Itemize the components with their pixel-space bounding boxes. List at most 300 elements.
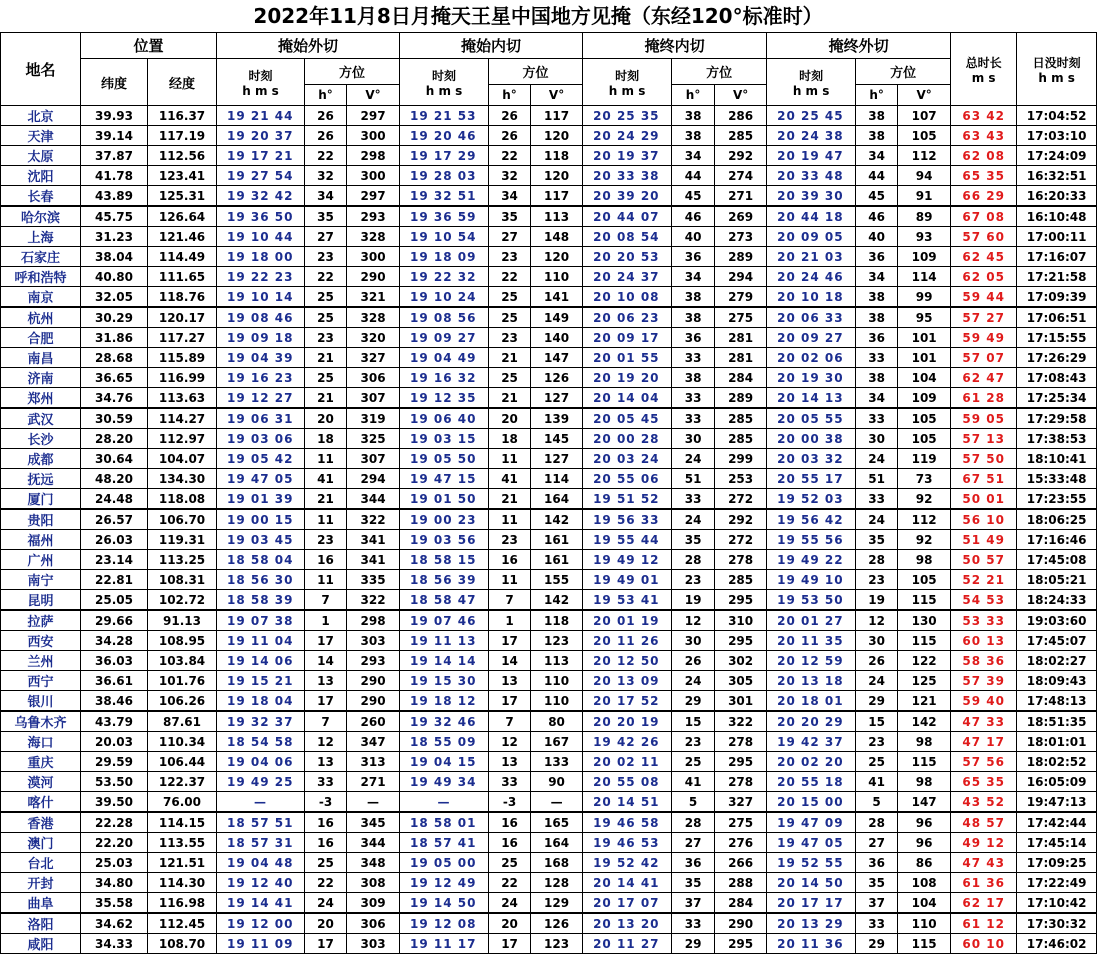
egress-int-v: 285 xyxy=(715,408,767,429)
egress-ext-v: 105 xyxy=(898,570,951,590)
egress-int-v: 272 xyxy=(715,530,767,550)
ingress-int-v: 123 xyxy=(531,631,583,651)
ingress-int-time: 19 32 46 xyxy=(400,711,489,732)
city-name: 重庆 xyxy=(1,752,81,772)
page-title: 2022年11月8日月掩天王星中国地方见掩（东经120°标准时） xyxy=(253,4,823,28)
egress-int-h: 23 xyxy=(672,570,715,590)
ingress-ext-h: 17 xyxy=(305,934,347,954)
egress-ext-h: 23 xyxy=(856,570,898,590)
egress-int-time: 20 12 50 xyxy=(583,651,672,671)
sunset-time: 18:05:21 xyxy=(1017,570,1097,590)
ingress-int-h: 20 xyxy=(489,913,531,934)
ingress-ext-v: 335 xyxy=(347,570,400,590)
total-duration: 57 13 xyxy=(951,429,1017,449)
sunset-time: 17:48:13 xyxy=(1017,691,1097,712)
egress-ext-time: 20 02 20 xyxy=(767,752,856,772)
total-duration: 47 43 xyxy=(951,853,1017,873)
ingress-int-time: 19 21 53 xyxy=(400,106,489,126)
ingress-int-v: 113 xyxy=(531,206,583,227)
ingress-ext-h: 1 xyxy=(305,610,347,631)
egress-int-time: 20 24 29 xyxy=(583,126,672,146)
egress-int-time: 19 46 58 xyxy=(583,812,672,833)
egress-ext-h: 29 xyxy=(856,691,898,712)
egress-int-v: 322 xyxy=(715,711,767,732)
egress-int-time: 20 06 23 xyxy=(583,307,672,328)
city-name: 乌鲁木齐 xyxy=(1,711,81,732)
ingress-ext-v: 293 xyxy=(347,206,400,227)
total-duration: 61 12 xyxy=(951,913,1017,934)
egress-int-h: 33 xyxy=(672,489,715,510)
latitude: 28.20 xyxy=(81,429,148,449)
egress-int-v: 285 xyxy=(715,570,767,590)
ingress-ext-h: 7 xyxy=(305,711,347,732)
header-position: 位置 xyxy=(81,33,217,59)
egress-int-h: 33 xyxy=(672,913,715,934)
ingress-int-v: 133 xyxy=(531,752,583,772)
ingress-ext-h: 20 xyxy=(305,913,347,934)
header-h: h° xyxy=(305,85,347,106)
table-row xyxy=(1,590,1097,611)
egress-int-v: 292 xyxy=(715,509,767,530)
city-name: 咸阳 xyxy=(1,934,81,954)
ingress-int-time: 19 15 30 xyxy=(400,671,489,691)
total-duration: 62 47 xyxy=(951,368,1017,388)
ingress-ext-h: 7 xyxy=(305,590,347,611)
ingress-int-h: 11 xyxy=(489,449,531,469)
ingress-int-time: 19 36 59 xyxy=(400,206,489,227)
longitude: 113.55 xyxy=(148,833,217,853)
ingress-int-h: 7 xyxy=(489,711,531,732)
latitude: 34.28 xyxy=(81,631,148,651)
city-name: 西安 xyxy=(1,631,81,651)
latitude: 48.20 xyxy=(81,469,148,489)
egress-int-time: 20 19 37 xyxy=(583,146,672,166)
ingress-int-h: 22 xyxy=(489,267,531,287)
header-sunset: 日没时刻 h m s xyxy=(1017,33,1097,106)
egress-int-h: 19 xyxy=(672,590,715,611)
city-name: 济南 xyxy=(1,368,81,388)
egress-int-time: 19 42 26 xyxy=(583,732,672,752)
city-name: 长春 xyxy=(1,186,81,207)
ingress-ext-h: 34 xyxy=(305,186,347,207)
egress-int-v: 273 xyxy=(715,227,767,247)
city-name: 银川 xyxy=(1,691,81,712)
egress-int-v: 285 xyxy=(715,126,767,146)
table-row xyxy=(1,550,1097,570)
city-name: 呼和浩特 xyxy=(1,267,81,287)
egress-int-h: 30 xyxy=(672,429,715,449)
total-duration: 43 52 xyxy=(951,792,1017,813)
header-time: 时刻 h m s xyxy=(217,59,305,106)
egress-int-time: 20 17 52 xyxy=(583,691,672,712)
ingress-ext-time: 19 08 46 xyxy=(217,307,305,328)
ingress-ext-h: 16 xyxy=(305,550,347,570)
table-row xyxy=(1,691,1097,712)
ingress-ext-v: 307 xyxy=(347,449,400,469)
longitude: 108.70 xyxy=(148,934,217,954)
sunset-time: 17:24:09 xyxy=(1017,146,1097,166)
ingress-ext-h: 12 xyxy=(305,732,347,752)
egress-int-v: 278 xyxy=(715,732,767,752)
table-row xyxy=(1,489,1097,510)
latitude: 41.78 xyxy=(81,166,148,186)
longitude: 106.44 xyxy=(148,752,217,772)
ingress-int-v: 165 xyxy=(531,812,583,833)
ingress-int-h: 22 xyxy=(489,146,531,166)
ingress-ext-time: 19 12 27 xyxy=(217,388,305,409)
total-duration: 47 33 xyxy=(951,711,1017,732)
ingress-int-time: 19 10 24 xyxy=(400,287,489,308)
ingress-ext-v: 320 xyxy=(347,328,400,348)
total-duration: 67 51 xyxy=(951,469,1017,489)
city-name: 昆明 xyxy=(1,590,81,611)
total-duration: 62 05 xyxy=(951,267,1017,287)
egress-int-v: 286 xyxy=(715,106,767,126)
longitude: 114.49 xyxy=(148,247,217,267)
egress-ext-v: 73 xyxy=(898,469,951,489)
egress-int-h: 29 xyxy=(672,934,715,954)
egress-ext-v: 105 xyxy=(898,126,951,146)
ingress-int-v: 110 xyxy=(531,267,583,287)
city-name: 沈阳 xyxy=(1,166,81,186)
ingress-int-v: 129 xyxy=(531,893,583,914)
longitude: 125.31 xyxy=(148,186,217,207)
egress-ext-time: 20 24 38 xyxy=(767,126,856,146)
egress-int-v: 295 xyxy=(715,752,767,772)
egress-int-time: 20 13 20 xyxy=(583,913,672,934)
latitude: 43.79 xyxy=(81,711,148,732)
longitude: 111.65 xyxy=(148,267,217,287)
longitude: 106.70 xyxy=(148,509,217,530)
latitude: 29.59 xyxy=(81,752,148,772)
egress-int-v: 327 xyxy=(715,792,767,813)
sunset-time: 17:23:55 xyxy=(1017,489,1097,510)
ingress-ext-h: 20 xyxy=(305,408,347,429)
ingress-ext-v: 308 xyxy=(347,873,400,893)
egress-ext-time: 19 42 37 xyxy=(767,732,856,752)
header-ingress-external: 掩始外切 xyxy=(217,33,400,59)
ingress-int-v: 80 xyxy=(531,711,583,732)
egress-ext-time: 20 19 30 xyxy=(767,368,856,388)
city-name: 太原 xyxy=(1,146,81,166)
latitude: 39.14 xyxy=(81,126,148,146)
egress-ext-v: 122 xyxy=(898,651,951,671)
egress-ext-time: 20 19 47 xyxy=(767,146,856,166)
ingress-ext-v: 303 xyxy=(347,934,400,954)
table-row xyxy=(1,732,1097,752)
egress-ext-v: 99 xyxy=(898,287,951,308)
ingress-ext-time: 19 06 31 xyxy=(217,408,305,429)
egress-ext-h: 28 xyxy=(856,550,898,570)
ingress-ext-time: 19 03 45 xyxy=(217,530,305,550)
ingress-int-v: 141 xyxy=(531,287,583,308)
ingress-int-v: 164 xyxy=(531,489,583,510)
table-row xyxy=(1,570,1097,590)
longitude: 122.37 xyxy=(148,772,217,792)
ingress-ext-v: 300 xyxy=(347,126,400,146)
sunset-time: 16:32:51 xyxy=(1017,166,1097,186)
ingress-ext-time: 19 16 23 xyxy=(217,368,305,388)
header-h: h° xyxy=(489,85,531,106)
ingress-ext-v: 344 xyxy=(347,833,400,853)
latitude: 40.80 xyxy=(81,267,148,287)
ingress-ext-v: 303 xyxy=(347,631,400,651)
egress-ext-time: 20 17 17 xyxy=(767,893,856,914)
egress-int-h: 24 xyxy=(672,671,715,691)
egress-ext-v: 86 xyxy=(898,853,951,873)
ingress-ext-time: 18 58 04 xyxy=(217,550,305,570)
city-name: 北京 xyxy=(1,106,81,126)
table-row xyxy=(1,166,1097,186)
header-egress-internal: 掩终内切 xyxy=(583,33,767,59)
egress-int-h: 45 xyxy=(672,186,715,207)
latitude: 22.28 xyxy=(81,812,148,833)
egress-ext-time: 20 55 17 xyxy=(767,469,856,489)
longitude: 104.07 xyxy=(148,449,217,469)
ingress-int-h: 41 xyxy=(489,469,531,489)
egress-ext-time: 19 55 56 xyxy=(767,530,856,550)
ingress-ext-time: 19 47 05 xyxy=(217,469,305,489)
total-duration: 48 57 xyxy=(951,812,1017,833)
ingress-ext-h: 22 xyxy=(305,873,347,893)
egress-int-h: 23 xyxy=(672,732,715,752)
ingress-int-h: 21 xyxy=(489,489,531,510)
egress-int-h: 15 xyxy=(672,711,715,732)
total-duration: 47 17 xyxy=(951,732,1017,752)
egress-int-v: 281 xyxy=(715,328,767,348)
egress-ext-v: 98 xyxy=(898,772,951,792)
longitude: 106.26 xyxy=(148,691,217,712)
ingress-ext-time: 19 36 50 xyxy=(217,206,305,227)
ingress-ext-h: 11 xyxy=(305,509,347,530)
ingress-ext-v: 300 xyxy=(347,247,400,267)
egress-ext-v: 115 xyxy=(898,590,951,611)
egress-ext-v: 114 xyxy=(898,267,951,287)
latitude: 25.05 xyxy=(81,590,148,611)
egress-ext-v: 104 xyxy=(898,368,951,388)
longitude: 113.25 xyxy=(148,550,217,570)
egress-int-time: 19 49 01 xyxy=(583,570,672,590)
ingress-ext-time: 19 09 18 xyxy=(217,328,305,348)
egress-ext-h: 33 xyxy=(856,913,898,934)
egress-int-v: 302 xyxy=(715,651,767,671)
longitude: 112.97 xyxy=(148,429,217,449)
city-name: 长沙 xyxy=(1,429,81,449)
sunset-time: 18:24:33 xyxy=(1017,590,1097,611)
table-row xyxy=(1,307,1097,328)
sunset-time: 17:21:58 xyxy=(1017,267,1097,287)
ingress-ext-time: 19 04 06 xyxy=(217,752,305,772)
longitude: 123.41 xyxy=(148,166,217,186)
ingress-ext-v: — xyxy=(347,792,400,813)
egress-int-v: 275 xyxy=(715,812,767,833)
table-row xyxy=(1,287,1097,308)
ingress-int-v: 110 xyxy=(531,691,583,712)
egress-ext-time: 20 13 18 xyxy=(767,671,856,691)
ingress-int-h: 34 xyxy=(489,186,531,207)
egress-ext-h: 15 xyxy=(856,711,898,732)
ingress-int-time: 19 08 56 xyxy=(400,307,489,328)
ingress-ext-time: 19 10 14 xyxy=(217,287,305,308)
ingress-int-time: 19 03 15 xyxy=(400,429,489,449)
egress-int-h: 38 xyxy=(672,287,715,308)
ingress-int-time: 19 12 35 xyxy=(400,388,489,409)
latitude: 25.03 xyxy=(81,853,148,873)
header-direction: 方位 xyxy=(305,59,400,85)
ingress-ext-h: 16 xyxy=(305,833,347,853)
egress-int-h: 38 xyxy=(672,368,715,388)
longitude: 134.30 xyxy=(148,469,217,489)
city-name: 广州 xyxy=(1,550,81,570)
city-name: 天津 xyxy=(1,126,81,146)
sunset-time: 18:51:35 xyxy=(1017,711,1097,732)
egress-int-h: 37 xyxy=(672,893,715,914)
egress-int-v: 295 xyxy=(715,590,767,611)
egress-ext-h: 24 xyxy=(856,509,898,530)
latitude: 34.33 xyxy=(81,934,148,954)
table-row xyxy=(1,812,1097,833)
longitude: 110.34 xyxy=(148,732,217,752)
longitude: 114.30 xyxy=(148,873,217,893)
egress-ext-time: 20 14 50 xyxy=(767,873,856,893)
ingress-int-h: 26 xyxy=(489,126,531,146)
latitude: 53.50 xyxy=(81,772,148,792)
city-name: 合肥 xyxy=(1,328,81,348)
ingress-ext-time: 19 27 54 xyxy=(217,166,305,186)
table-row xyxy=(1,348,1097,368)
total-duration: 58 36 xyxy=(951,651,1017,671)
latitude: 45.75 xyxy=(81,206,148,227)
egress-ext-v: 92 xyxy=(898,489,951,510)
egress-ext-h: 24 xyxy=(856,671,898,691)
egress-ext-h: 33 xyxy=(856,408,898,429)
egress-int-h: 35 xyxy=(672,530,715,550)
sunset-time: 17:25:34 xyxy=(1017,388,1097,409)
egress-ext-h: 24 xyxy=(856,449,898,469)
table-body xyxy=(1,106,1097,954)
ingress-int-time: 19 47 15 xyxy=(400,469,489,489)
ingress-int-v: 140 xyxy=(531,328,583,348)
table-row xyxy=(1,368,1097,388)
egress-int-v: 279 xyxy=(715,287,767,308)
egress-ext-time: 20 11 36 xyxy=(767,934,856,954)
egress-int-v: 295 xyxy=(715,934,767,954)
egress-int-v: 272 xyxy=(715,489,767,510)
egress-int-h: 33 xyxy=(672,408,715,429)
egress-int-h: 12 xyxy=(672,610,715,631)
egress-int-time: 20 24 37 xyxy=(583,267,672,287)
egress-int-v: 275 xyxy=(715,307,767,328)
ingress-ext-v: 294 xyxy=(347,469,400,489)
ingress-int-v: 126 xyxy=(531,368,583,388)
total-duration: 57 07 xyxy=(951,348,1017,368)
ingress-ext-h: 25 xyxy=(305,853,347,873)
egress-int-time: 20 14 51 xyxy=(583,792,672,813)
longitude: 115.89 xyxy=(148,348,217,368)
ingress-ext-time: 19 10 44 xyxy=(217,227,305,247)
egress-ext-h: 27 xyxy=(856,833,898,853)
ingress-int-v: 113 xyxy=(531,651,583,671)
header-v: V° xyxy=(347,85,400,106)
table-row xyxy=(1,106,1097,126)
ingress-ext-time: 19 04 48 xyxy=(217,853,305,873)
ingress-ext-v: 290 xyxy=(347,671,400,691)
egress-ext-v: 109 xyxy=(898,247,951,267)
egress-ext-v: 115 xyxy=(898,631,951,651)
header-place: 地名 xyxy=(1,33,81,106)
ingress-int-time: 19 07 46 xyxy=(400,610,489,631)
latitude: 36.65 xyxy=(81,368,148,388)
egress-int-time: 20 14 04 xyxy=(583,388,672,409)
egress-int-v: 289 xyxy=(715,388,767,409)
longitude: 112.56 xyxy=(148,146,217,166)
ingress-int-time: 19 16 32 xyxy=(400,368,489,388)
total-duration: 59 05 xyxy=(951,408,1017,429)
egress-ext-time: 19 52 03 xyxy=(767,489,856,510)
ingress-ext-v: 325 xyxy=(347,429,400,449)
ingress-int-time: 19 22 32 xyxy=(400,267,489,287)
egress-ext-h: 51 xyxy=(856,469,898,489)
egress-int-time: 20 11 27 xyxy=(583,934,672,954)
egress-ext-v: 104 xyxy=(898,893,951,914)
city-name: 石家庄 xyxy=(1,247,81,267)
egress-int-h: 40 xyxy=(672,227,715,247)
ingress-int-h: 16 xyxy=(489,550,531,570)
ingress-ext-v: 341 xyxy=(347,530,400,550)
egress-ext-h: 46 xyxy=(856,206,898,227)
city-name: 香港 xyxy=(1,812,81,833)
ingress-ext-h: 26 xyxy=(305,106,347,126)
latitude: 29.66 xyxy=(81,610,148,631)
ingress-ext-time: 19 32 42 xyxy=(217,186,305,207)
sunset-time: 18:09:43 xyxy=(1017,671,1097,691)
total-duration: 62 17 xyxy=(951,893,1017,914)
egress-ext-h: 37 xyxy=(856,893,898,914)
latitude: 36.03 xyxy=(81,651,148,671)
sunset-time: 17:26:29 xyxy=(1017,348,1097,368)
ingress-int-v: — xyxy=(531,792,583,813)
city-name: 曲阜 xyxy=(1,893,81,914)
total-duration: 57 27 xyxy=(951,307,1017,328)
ingress-ext-v: 309 xyxy=(347,893,400,914)
sunset-time: 17:29:58 xyxy=(1017,408,1097,429)
egress-int-time: 20 14 41 xyxy=(583,873,672,893)
ingress-ext-h: 11 xyxy=(305,570,347,590)
total-duration: 62 45 xyxy=(951,247,1017,267)
longitude: 118.08 xyxy=(148,489,217,510)
total-duration: 57 56 xyxy=(951,752,1017,772)
egress-ext-v: 89 xyxy=(898,206,951,227)
ingress-ext-h: 23 xyxy=(305,247,347,267)
egress-ext-time: 20 03 32 xyxy=(767,449,856,469)
ingress-int-v: 90 xyxy=(531,772,583,792)
latitude: 31.23 xyxy=(81,227,148,247)
egress-ext-v: 105 xyxy=(898,408,951,429)
ingress-ext-h: 13 xyxy=(305,671,347,691)
egress-ext-time: 20 33 48 xyxy=(767,166,856,186)
sunset-time: 17:15:55 xyxy=(1017,328,1097,348)
egress-ext-h: 34 xyxy=(856,146,898,166)
total-duration: 49 12 xyxy=(951,833,1017,853)
city-name: 杭州 xyxy=(1,307,81,328)
egress-int-time: 20 39 20 xyxy=(583,186,672,207)
latitude: 32.05 xyxy=(81,287,148,308)
ingress-ext-time: 19 00 15 xyxy=(217,509,305,530)
ingress-int-v: 142 xyxy=(531,509,583,530)
egress-ext-time: 19 47 09 xyxy=(767,812,856,833)
egress-int-v: 290 xyxy=(715,913,767,934)
egress-int-time: 20 11 26 xyxy=(583,631,672,651)
